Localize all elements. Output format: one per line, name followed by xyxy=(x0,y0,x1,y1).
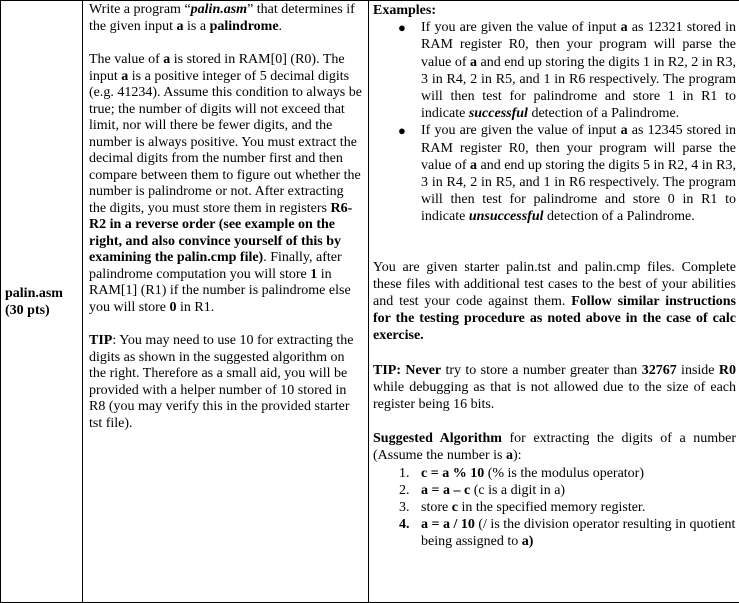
bullet-icon: ● xyxy=(398,20,406,36)
requirements-paragraph: The value of a is stored in RAM[0] (R0). The input a is a positive integer of 5 decimal digits (e.g. 41234). Assume this condition to always be true; the number of digits will not exceed that limit, nor will there be fewer digits, and the number is always positive. You must extract the decimal digits from the number first and then compare between them to figure out whether the number is palindrome or not. After extracting the digits, you must store them in registers R6-R2 in a reverse order (see example on the right, and also convince yourself of this by examining the palin.cmp file). Finally, after palindrome computation you will store 1 in RAM[1] (R1) if the number is palindrome else you will store 0 in R1. xyxy=(89,52,362,315)
algorithm-steps xyxy=(373,465,736,551)
bullet-icon: ● xyxy=(398,123,406,139)
task-name: palin.asm xyxy=(5,285,63,301)
algorithm-step: 4. a = a / 10 (/ is the division operator resulting in quotient being assigned to a) xyxy=(399,517,736,550)
examples-title: Examples: xyxy=(373,3,436,18)
example-item: ● If you are given the value of input a as 12345 stored in RAM register R0, then your program will parse the value of a and end up storing the digits 5 in R2, 4 in R3, 3 in R4, 2 in R5, and 1 in R6 respectively. The program will then test for palindrome and store 0 in R1 to indicate unsuccessful detection of a Palindrome. xyxy=(398,123,736,225)
intro-paragraph: Write a program “palin.asm” that determines if the given input a is a palindrome. xyxy=(89,2,355,34)
label-cell xyxy=(1,1,83,603)
tip-register-paragraph: TIP: Never try to store a number greater than 32767 inside R0 while debugging as that is not allowed due to the size of each register being 16 bits. xyxy=(373,362,736,413)
description-cell xyxy=(83,1,369,603)
starter-files-paragraph: You are given starter palin.tst and palin.cmp files. Complete these files with additional test cases to the best of your abilities and test your code against them. Follow similar instructions for the testing procedure as noted above in the case of calc exercise. xyxy=(373,259,736,344)
examples-cell xyxy=(369,1,739,603)
tip-paragraph: TIP: You may need to use 10 for extracting the digits as shown in the suggested algorithm on the right. Therefore as a small aid, you will be provided with a helper number of 10 stored in R8 (you may verify this in the provided starter tst file). xyxy=(89,333,354,431)
example-item: ● If you are given the value of input a as 12321 stored in RAM register R0, then your program will parse the value of a and end up storing the digits 1 in R2, 2 in R3, 3 in R4, 2 in R5, and 1 in R6 respectively. The program will then test for palindrome and store 1 in R1 to indicate successful detection of a Palindrome. xyxy=(398,20,736,122)
algorithm-step: 2. a = a – c (c is a digit in a) xyxy=(399,482,566,498)
assignment-row xyxy=(1,1,739,603)
examples-list xyxy=(373,19,736,225)
algorithm-step: 1. c = a % 10 (% is the modulus operator) xyxy=(399,465,644,481)
algorithm-title: Suggested Algorithm for extracting the digits of a number (Assume the number is a): xyxy=(373,431,736,464)
task-points: (30 pts) xyxy=(5,302,50,318)
algorithm-step: 3. store c in the specified memory register. xyxy=(399,500,646,516)
